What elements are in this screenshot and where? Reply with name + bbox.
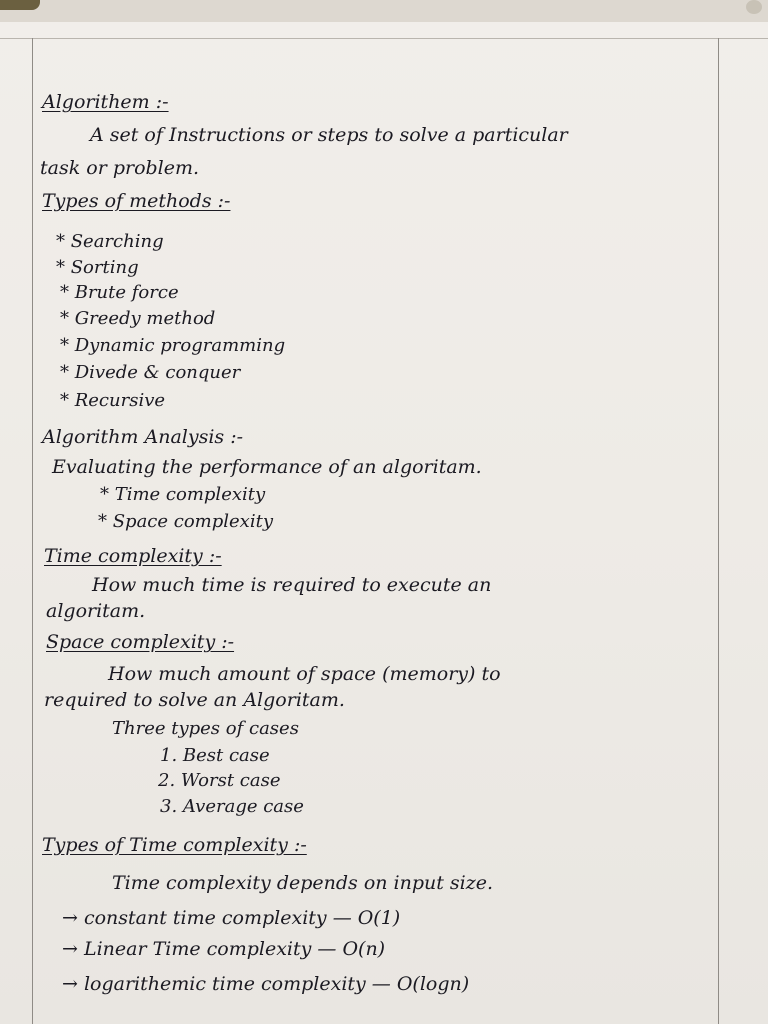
method-item: * Brute force: [60, 282, 179, 303]
time-complexity-heading: Time complexity :-: [44, 545, 222, 567]
analysis-heading: Algorithm Analysis :-: [42, 426, 244, 448]
right-margin-line: [718, 38, 719, 1024]
method-item: * Searching: [56, 231, 164, 252]
space-line-2: required to solve an Algoritam.: [44, 689, 345, 711]
method-item: * Greedy method: [60, 308, 216, 329]
definition-line-2: task or problem.: [40, 157, 200, 179]
method-item: * Divede & conquer: [60, 362, 241, 383]
corner-shadow: [0, 0, 40, 10]
analysis-line: Evaluating the performance of an algoritam.: [52, 456, 482, 478]
case-item: 1. Best case: [160, 745, 270, 766]
space-line-1: How much amount of space (memory) to: [108, 663, 501, 685]
case-item: 2. Worst case: [158, 770, 281, 791]
time-line-1: How much time is required to execute an: [92, 574, 492, 596]
complexity-item: → logarithemic time complexity — O(logn): [62, 973, 470, 995]
types-heading: Types of Time complexity :-: [42, 834, 307, 856]
analysis-item: * Time complexity: [100, 484, 266, 505]
complexity-item: → constant time complexity — O(1): [62, 907, 401, 929]
space-complexity-heading: Space complexity :-: [46, 631, 235, 653]
page-top-edge: [0, 0, 768, 22]
analysis-item: * Space complexity: [98, 511, 273, 532]
methods-heading: Types of methods :-: [42, 190, 231, 212]
time-line-2: algoritam.: [46, 600, 146, 622]
method-item: * Sorting: [56, 257, 139, 278]
method-item: * Recursive: [60, 390, 166, 411]
types-line: Time complexity depends on input size.: [112, 872, 494, 894]
binder-hole: [746, 0, 762, 14]
case-item: 3. Average case: [160, 796, 304, 817]
top-rule-line: [0, 38, 768, 39]
cases-heading: Three types of cases: [112, 718, 299, 739]
left-margin-line: [32, 38, 33, 1024]
complexity-item: → Linear Time complexity — O(n): [62, 938, 386, 960]
definition-line-1: A set of Instructions or steps to solve a particular: [90, 124, 568, 146]
algorithm-heading: Algorithem :-: [42, 91, 169, 113]
method-item: * Dynamic programming: [60, 335, 286, 356]
